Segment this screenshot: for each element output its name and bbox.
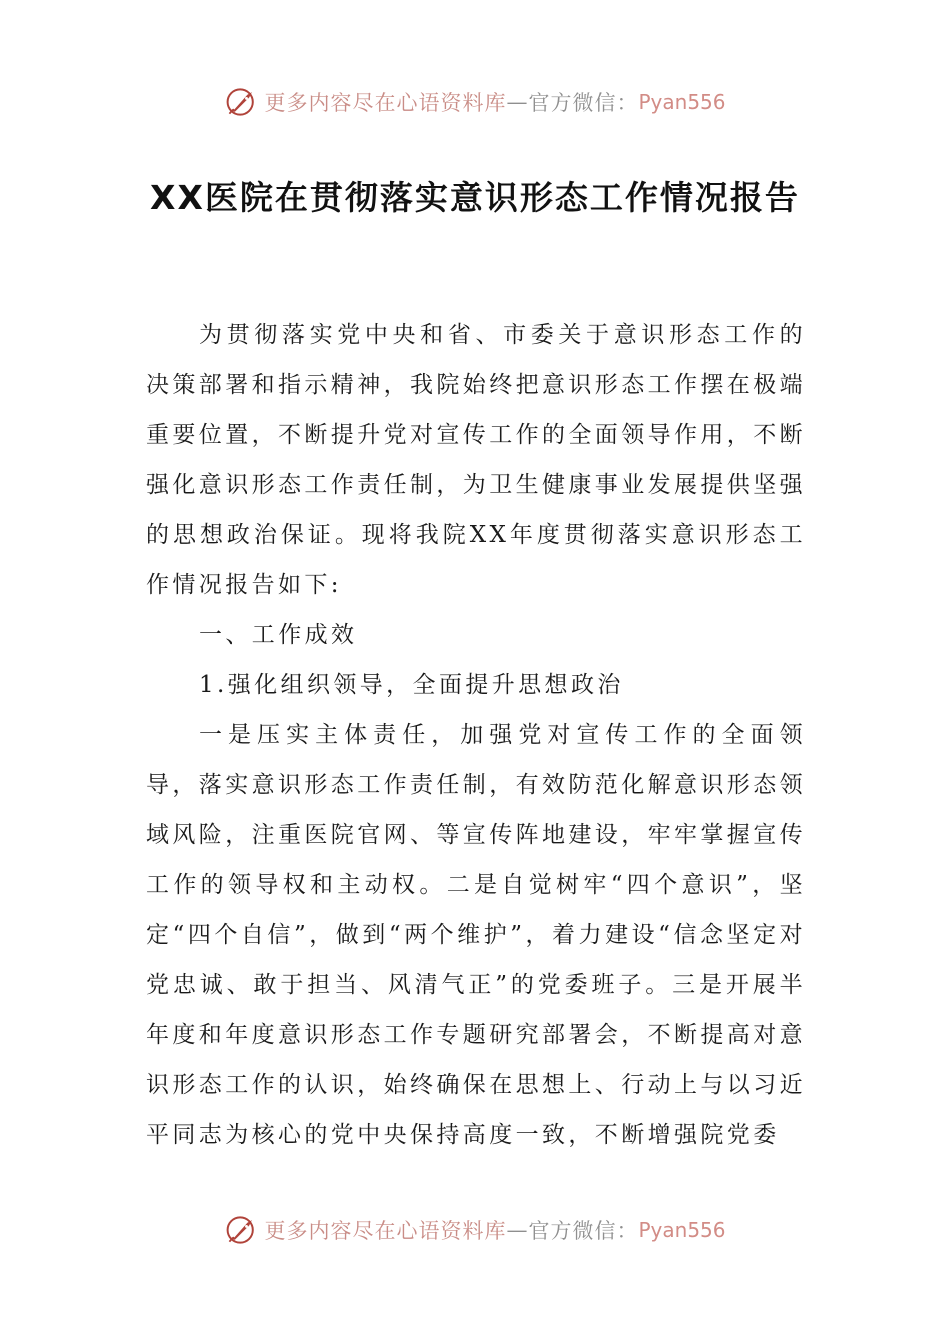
banner-slogan: 更多内容尽在心语资料库 (264, 91, 507, 115)
banner-dash: — (506, 1218, 529, 1242)
intro-paragraph: 为贯彻落实党中央和省、市委关于意识形态工作的决策部署和指示精神，我院始终把意识形态工作摆在极端重要位置，不断提升党对宣传工作的全面领导作用，不断强化意识形态工作责任制，为卫生健康事业发展提供坚强的思想政治保证。现将我院XX年度贯彻落实意识形态工作情况报告如下: (146, 322, 806, 598)
banner-wechat-id: Pyan556 (638, 90, 726, 114)
document-body (146, 310, 806, 1160)
document-title: XX医院在贯彻落实意识形态工作情况报告 (150, 178, 800, 217)
banner-wechat-id: Pyan556 (638, 1218, 726, 1242)
banner-wechat-label: 官方微信： (528, 91, 639, 115)
footer-watermark-banner (0, 1210, 950, 1250)
banner-slogan: 更多内容尽在心语资料库 (264, 1219, 507, 1243)
banner-wechat-label: 官方微信： (528, 1219, 639, 1243)
pen-nib-logo-icon (224, 1212, 260, 1248)
body-paragraph: 一是压实主体责任，加强党对宣传工作的全面领导，落实意识形态工作责任制，有效防范化解意识形态领域风险，注重医院官网、等宣传阵地建设，牢牢掌握宣传工作的领导权和主动权。二是自觉树牢“四个意识”，坚定“四个自信”，做到“两个维护”，着力建设“信念坚定对党忠诚、敢于担当、风清气正”的党委班子。三是开展半年度和年度意识形态工作专题研究部署会，不断提高对意识形态工作的认识，始终确保在思想上、行动上与以习近平同志为核心的党中央保持高度一致，不断增强院党委 (146, 722, 806, 1148)
section-heading: 一、工作成效 (199, 622, 358, 648)
banner-dash: — (506, 90, 529, 114)
pen-nib-logo-icon (224, 84, 260, 120)
header-watermark-banner (0, 82, 950, 122)
subsection-heading: 1.强化组织领导，全面提升思想政治 (199, 672, 624, 698)
